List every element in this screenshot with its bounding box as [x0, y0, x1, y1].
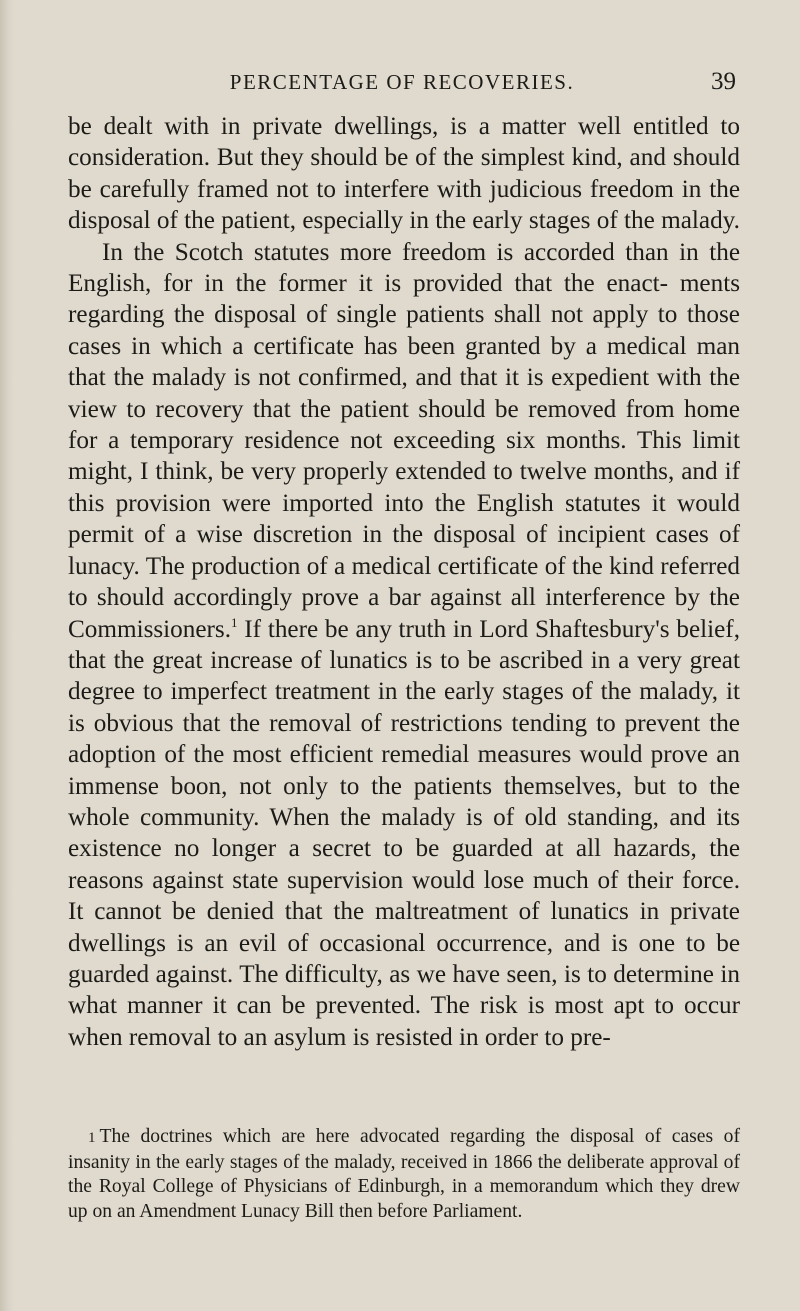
footnote-reference[interactable]: 1	[231, 614, 238, 630]
paragraph-text-before-ref: In the Scotch statutes more freedom is accorded than in the English, for in the former it is provided that the enact- ments regarding the disposal of single patients shall not apply to those cases in which a certificate has been granted by a medical man that the malady is not confirmed, and that it is expedient with the view to recovery that the patient should be removed from home for a temporary residence not exceeding six months. This limit might, I think, be very properly extended to twelve months, and if this provision were imported into the English statutes it would permit of a wise discretion in the disposal of incipient cases of lunacy. The production of a medical certificate of the kind referred to should accordingly prove a bar against all interference by the Commissioners.	[68, 238, 740, 643]
page-gutter-shadow	[0, 0, 14, 1311]
paragraph-text-after-ref: If there be any truth in Lord Shaftesbury's belief, that the great increase of lunatics is to be ascribed in a very great degree to imperfect treatment in the early stages of the malady, it is obvious that the removal of restrictions tending to prevent the adoption of the most efficient remedial measures would prove an immense boon, not only to the patients themselves, but to the whole community. When the malady is of old standing, and its existence no longer a secret to be guarded at all hazards, the reasons against state supervision would lose much of their force. It cannot be denied that the maltreatment of lunatics in private dwellings is an evil of occasional occurrence, and is one to be guarded against. The difficulty, as we have seen, is to determine in what manner it can be prevented. The risk is most apt to occur when removal to an asylum is resisted in order to pre-	[68, 615, 740, 1051]
body-text	[68, 111, 740, 1053]
running-head-title: PERCENTAGE OF RECOVERIES.	[229, 70, 575, 94]
page-number: 39	[711, 68, 736, 95]
footnote-marker: 1	[88, 1130, 96, 1146]
paragraph-scotch-statutes	[68, 237, 740, 1054]
footnote	[68, 1125, 740, 1224]
running-head	[68, 68, 736, 98]
footnote-text: The doctrines which are here advocated regarding the disposal of cases of insanity in the early stages of the malady, received in 1866 the deliberate approval of the Royal College of Physicians of Edinburgh, in a memorandum which they drew up on an Amendment Lunacy Bill then before Parliament.	[68, 1126, 740, 1222]
paragraph-continued: be dealt with in private dwellings, is a matter well entitled to consideration. But they should be of the simplest kind, and should be carefully framed not to interfere with judicious freedom in the disposal of the patient, especially in the early stages of the malady.	[68, 113, 740, 235]
